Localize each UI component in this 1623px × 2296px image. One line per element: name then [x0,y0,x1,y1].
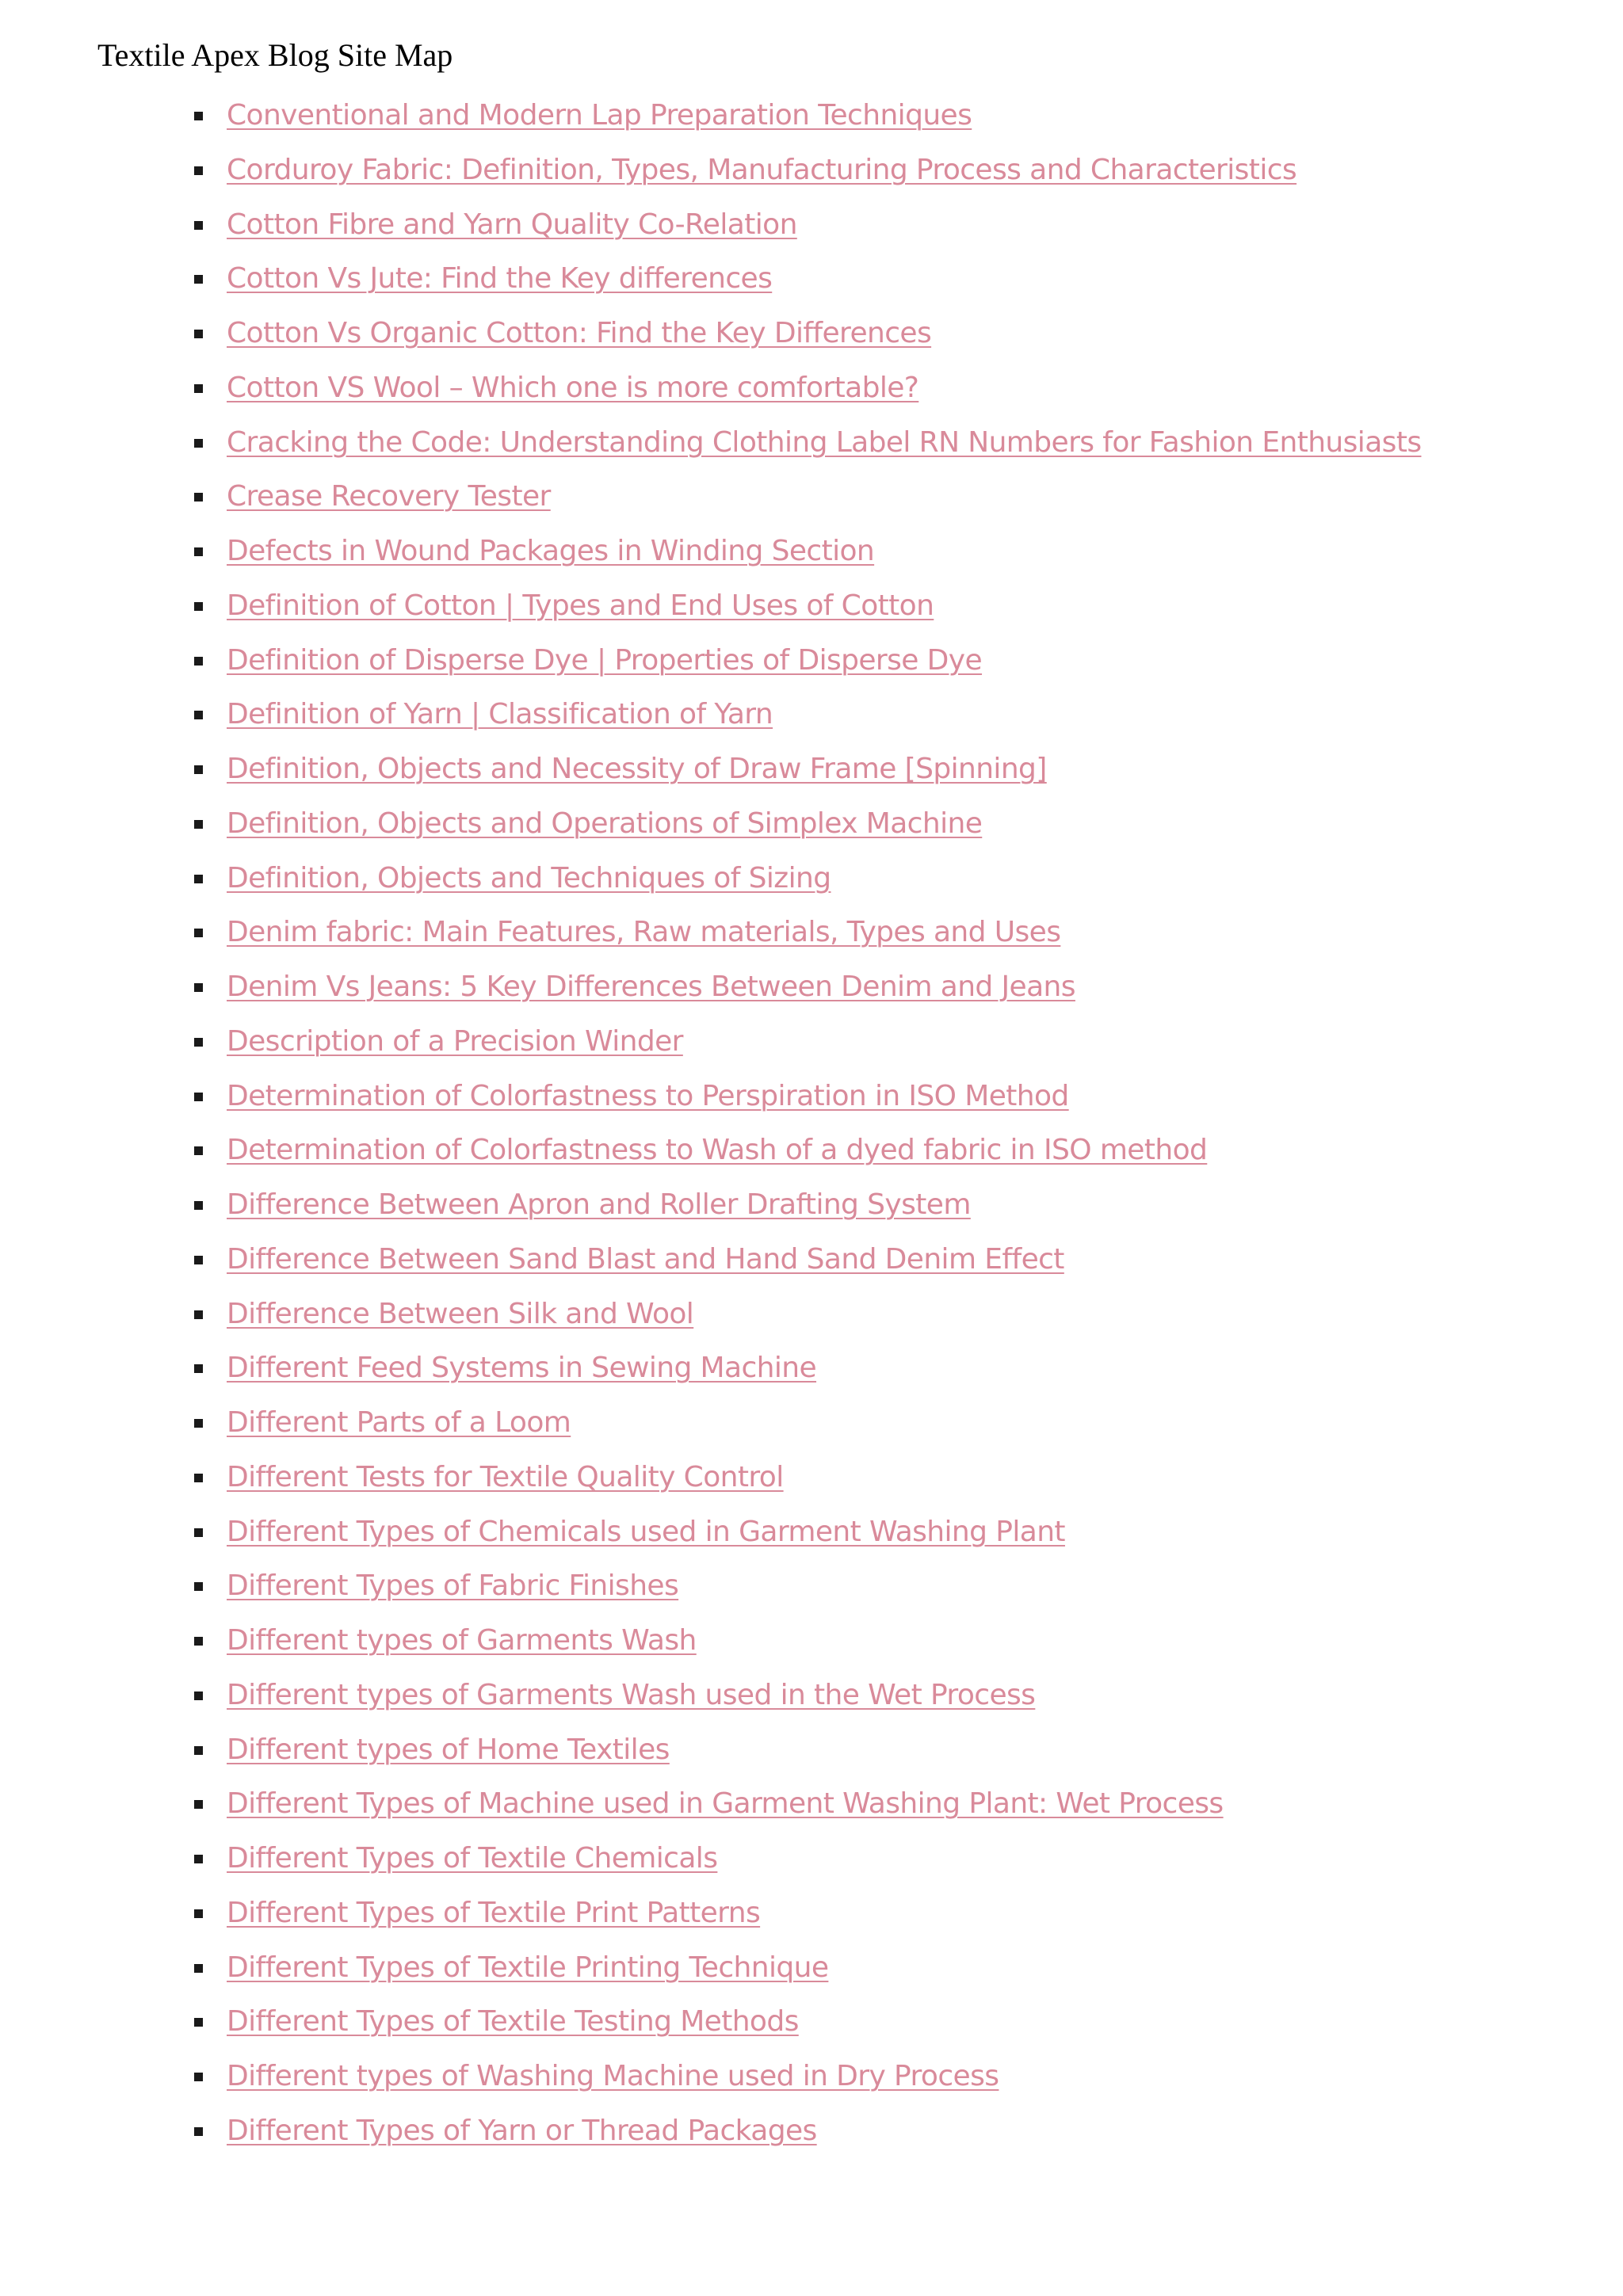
sitemap-link[interactable]: Difference Between Sand Blast and Hand Sand Denim Effect [227,1242,1064,1276]
sitemap-link[interactable]: Denim fabric: Main Features, Raw materials, Types and Uses [227,916,1061,949]
list-item [0,1728,1421,1783]
list-item [0,802,1421,856]
list-item [0,1455,1421,1510]
sitemap-link-list [0,93,1421,2164]
list-item [0,2054,1421,2109]
square-bullet-icon [194,602,203,611]
square-bullet-icon [194,384,203,393]
square-bullet-icon [194,493,203,502]
square-bullet-icon [194,2018,203,2027]
sitemap-link[interactable]: Definition of Disperse Dye | Properties of Disperse Dye [227,643,983,677]
sitemap-link[interactable]: Different Types of Textile Printing Technique [227,1951,829,1984]
square-bullet-icon [194,221,203,230]
sitemap-link[interactable]: Corduroy Fabric: Definition, Types, Manufacturing Process and Characteristics [227,153,1297,186]
square-bullet-icon [194,765,203,774]
square-bullet-icon [194,1093,203,1101]
sitemap-link[interactable]: Different types of Garments Wash [227,1624,697,1657]
square-bullet-icon [194,875,203,883]
list-item [0,747,1421,802]
list-item [0,366,1421,421]
sitemap-link[interactable]: Definition, Objects and Necessity of Draw Frame [Spinning] [227,753,1047,785]
sitemap-link[interactable]: Different Parts of a Loom [227,1406,571,1439]
list-item [0,1074,1421,1129]
list-item [0,1292,1421,1347]
square-bullet-icon [194,1637,203,1646]
square-bullet-icon [194,1964,203,1973]
square-bullet-icon [194,1582,203,1591]
list-item [0,1510,1421,1565]
sitemap-link[interactable]: Cracking the Code: Understanding Clothing Label RN Numbers for Fashion Enthusiasts [227,425,1422,459]
sitemap-link[interactable]: Cotton Vs Organic Cotton: Find the Key Differences [227,317,932,349]
square-bullet-icon [194,1800,203,1809]
list-item [0,1401,1421,1455]
list-item [0,856,1421,911]
sitemap-link[interactable]: Definition of Yarn | Classification of Yarn [227,698,773,731]
square-bullet-icon [194,1201,203,1210]
square-bullet-icon [194,2073,203,2081]
list-item [0,1836,1421,1891]
sitemap-link[interactable]: Different types of Washing Machine used in Dry Process [227,2060,999,2092]
sitemap-link[interactable]: Different Types of Fabric Finishes [227,1569,679,1603]
sitemap-link[interactable]: Difference Between Silk and Wool [227,1297,694,1330]
square-bullet-icon [194,547,203,556]
square-bullet-icon [194,1474,203,1482]
sitemap-link[interactable]: Cotton VS Wool – Which one is more comfortable? [227,371,919,404]
list-item [0,910,1421,965]
sitemap-link[interactable]: Different types of Garments Wash used in the Wet Process [227,1678,1036,1711]
square-bullet-icon [194,275,203,284]
page-title: Textile Apex Blog Site Map [97,37,453,73]
list-item [0,1238,1421,1292]
list-item [0,1619,1421,1673]
sitemap-link[interactable]: Different Types of Textile Chemicals [227,1842,718,1875]
list-item [0,639,1421,693]
list-item [0,1891,1421,1946]
sitemap-link[interactable]: Different types of Home Textiles [227,1733,670,1766]
list-item [0,421,1421,475]
sitemap-link[interactable]: Definition of Cotton | Types and End Uses of Cotton [227,589,934,622]
list-item [0,2109,1421,2164]
sitemap-link[interactable]: Difference Between Apron and Roller Drafting System [227,1188,971,1221]
square-bullet-icon [194,1909,203,1918]
sitemap-link[interactable]: Conventional and Modern Lap Preparation Techniques [227,99,972,132]
sitemap-link[interactable]: Denim Vs Jeans: 5 Key Differences Between Denim and Jeans [227,971,1075,1003]
sitemap-link[interactable]: Different Types of Textile Testing Methods [227,2005,799,2039]
list-item [0,475,1421,529]
square-bullet-icon [194,711,203,719]
square-bullet-icon [194,1310,203,1319]
square-bullet-icon [194,820,203,829]
list-item [0,1020,1421,1074]
square-bullet-icon [194,1038,203,1047]
sitemap-link[interactable]: Different Types of Yarn or Thread Packages [227,2114,817,2147]
sitemap-link[interactable]: Description of a Precision Winder [227,1024,683,1058]
sitemap-link[interactable]: Determination of Colorfastness to Perspiration in ISO Method [227,1079,1069,1112]
square-bullet-icon [194,1256,203,1264]
sitemap-link[interactable]: Different Types of Textile Print Patterns [227,1896,761,1929]
square-bullet-icon [194,1691,203,1700]
sitemap-link[interactable]: Different Types of Machine used in Garment Washing Plant: Wet Process [227,1787,1224,1821]
list-item [0,529,1421,584]
list-item [0,1564,1421,1619]
list-item [0,311,1421,366]
list-item [0,584,1421,639]
sitemap-link[interactable]: Cotton Fibre and Yarn Quality Co-Relation [227,208,797,241]
square-bullet-icon [194,1419,203,1428]
square-bullet-icon [194,1146,203,1155]
list-item [0,692,1421,747]
list-item [0,1782,1421,1836]
sitemap-link[interactable]: Different Tests for Textile Quality Control [227,1460,784,1493]
list-item [0,1183,1421,1238]
sitemap-link[interactable]: Determination of Colorfastness to Wash of a dyed fabric in ISO method [227,1134,1208,1167]
list-item [0,257,1421,311]
square-bullet-icon [194,929,203,937]
square-bullet-icon [194,2127,203,2136]
list-item [0,1346,1421,1401]
square-bullet-icon [194,657,203,666]
square-bullet-icon [194,439,203,448]
square-bullet-icon [194,1855,203,1863]
list-item [0,965,1421,1020]
list-item [0,203,1421,257]
sitemap-link[interactable]: Definition, Objects and Techniques of Sizing [227,861,831,894]
square-bullet-icon [194,983,203,992]
list-item [0,1673,1421,1728]
sitemap-link[interactable]: Crease Recovery Tester [227,480,551,513]
sitemap-link[interactable]: Cotton Vs Jute: Find the Key differences [227,262,773,296]
list-item [0,93,1421,148]
sitemap-link[interactable]: Different Feed Systems in Sewing Machine [227,1352,817,1385]
list-item [0,2000,1421,2054]
sitemap-link[interactable]: Definition, Objects and Operations of Simplex Machine [227,807,983,840]
list-item [0,148,1421,203]
square-bullet-icon [194,166,203,175]
square-bullet-icon [194,1528,203,1537]
list-item [0,1946,1421,2000]
square-bullet-icon [194,1364,203,1373]
square-bullet-icon [194,330,203,338]
list-item [0,1128,1421,1183]
sitemap-link[interactable]: Defects in Wound Packages in Winding Section [227,535,875,567]
square-bullet-icon [194,112,203,120]
sitemap-link[interactable]: Different Types of Chemicals used in Garment Washing Plant [227,1515,1065,1548]
square-bullet-icon [194,1746,203,1755]
